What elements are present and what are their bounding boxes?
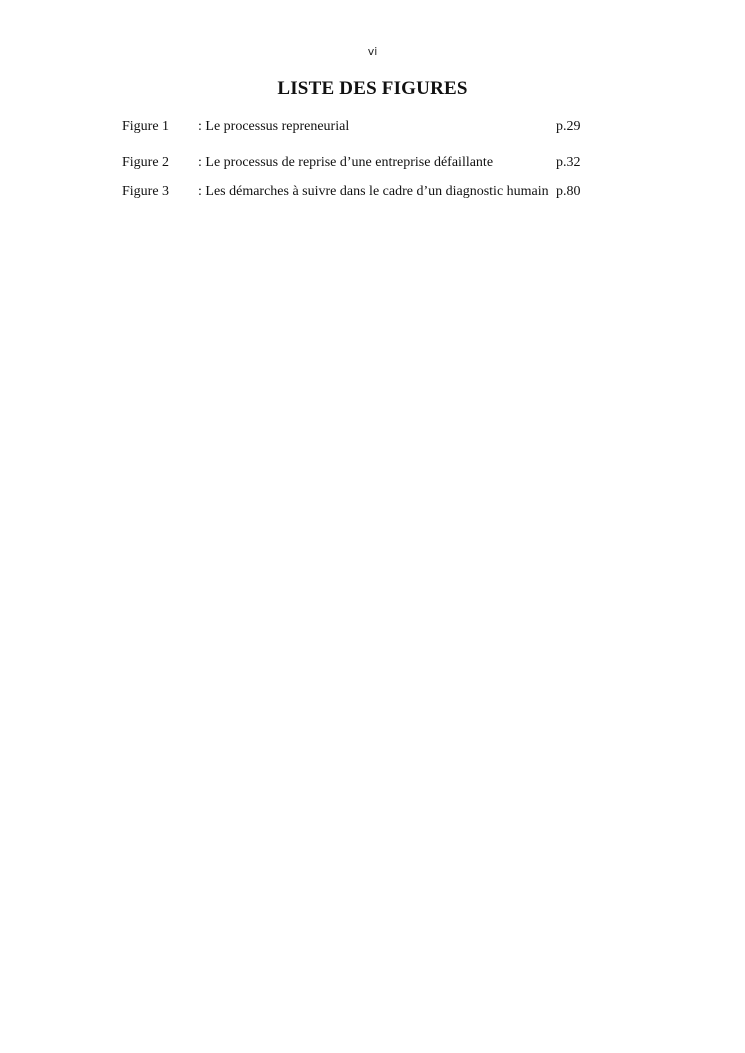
figure-label: Figure 2 [122,155,170,170]
figure-page: p.80 [556,184,581,199]
figure-title: : Les démarches à suivre dans le cadre d’un diagnostic humain [198,184,549,199]
figure-entry[interactable] [122,154,592,171]
figure-label: Figure 1 [122,119,170,134]
figure-page: p.29 [556,119,581,134]
page-title: LISTE DES FIGURES [277,78,468,99]
figure-label: Figure 3 [122,184,170,199]
figure-entry[interactable] [122,183,592,200]
figure-title: : Le processus repreneurial [198,119,350,134]
figure-entry[interactable] [122,118,592,135]
page-number: vi [367,45,378,58]
figure-title: : Le processus de reprise d’une entreprise défaillante [198,155,494,170]
figure-page: p.32 [556,155,581,170]
figure-list [122,118,592,219]
